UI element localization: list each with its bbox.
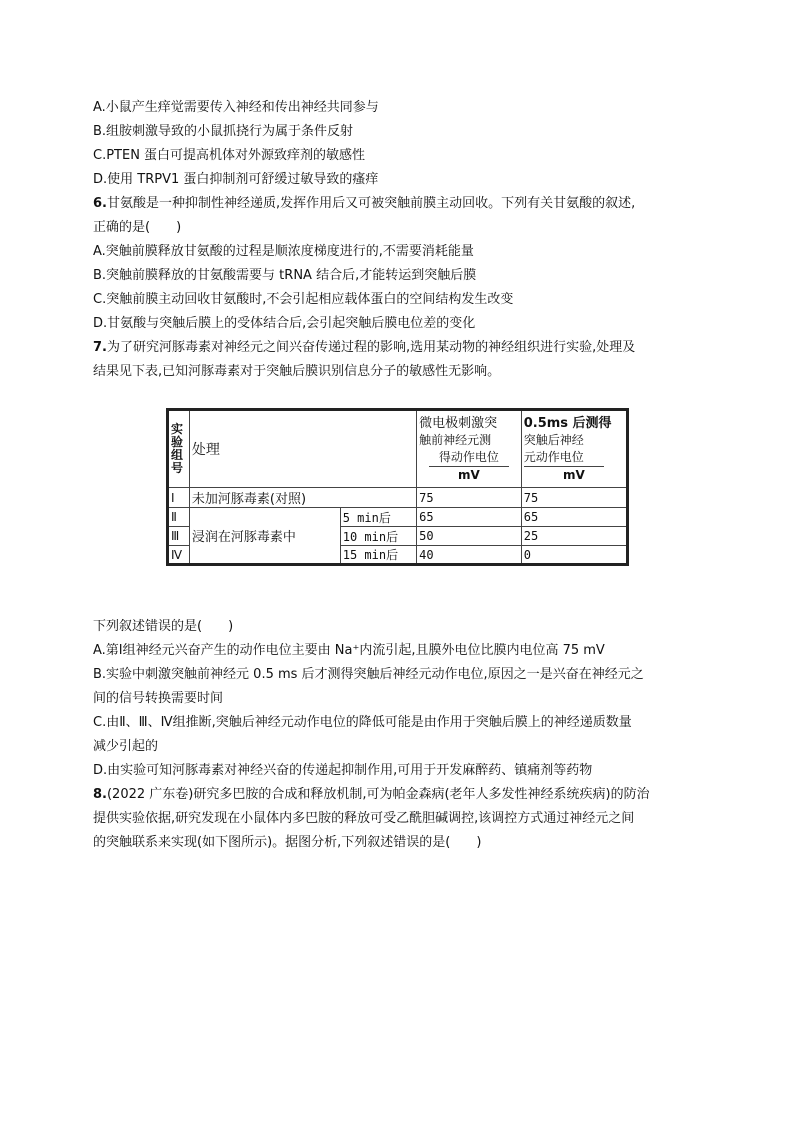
q6-stem-line2: 正确的是( ) [93,220,182,235]
q6-stem [93,195,635,213]
table-header-treatment: 处理 [189,410,416,488]
q8-stem-text: (2022 广东卷)研究多巴胺的合成和释放机制,可为帕金森病(老年人多发性神经系统疾病)的防治 [106,787,650,802]
row-post-value: 25 [521,527,627,546]
row-treatment: 浸润在河豚毒素中 [189,508,340,565]
q7-option-c: C.由Ⅱ、Ⅲ、Ⅳ组推断,突触后神经元动作电位的降低可能是由作用于突触后膜上的神经递质数量 [93,715,632,730]
row-group: Ⅱ [168,508,190,527]
q7-option-b-line2: 间的信号转换需要时间 [93,691,224,706]
row-time: 10 min后 [340,527,416,546]
table-row [168,488,628,508]
q7-number: 7. [93,340,107,355]
row-post-value: 0 [521,546,627,565]
row-post-value: 65 [521,508,627,527]
row-time: 15 min后 [340,546,416,565]
q6-option-d: D.甘氨酸与突触后膜上的受体结合后,会引起突触后膜电位差的变化 [93,316,476,331]
q6-option-b: B.突触前膜释放的甘氨酸需要与 tRNA 结合后,才能转运到突触后膜 [93,268,477,283]
q7-option-a: A.第Ⅰ组神经元兴奋产生的动作电位主要由 Na⁺内流引起,且膜外电位比膜内电位高 75 mV [93,643,605,658]
row-treatment: 未加河豚毒素(对照) [189,488,416,508]
table-header-group: 实验组号 [168,410,190,488]
row-post-value: 75 [521,488,627,508]
q6-option-c: C.突触前膜主动回收甘氨酸时,不会引起相应载体蛋白的空间结构发生改变 [93,292,514,307]
row-group: Ⅰ [168,488,190,508]
q8-number: 8. [93,787,107,802]
q7-option-d: D.由实验可知河豚毒素对神经兴奋的传递起抑制作用,可用于开发麻醉药、镇痛剂等药物 [93,763,593,778]
q8-stem [93,786,650,804]
q5-option-d: D.使用 TRPV1 蛋白抑制剂可舒缓过敏导致的瘙痒 [93,172,379,187]
q6-number: 6. [93,196,107,211]
row-pre-value: 75 [417,488,522,508]
row-group: Ⅳ [168,546,190,565]
q7-stem-text: 为了研究河豚毒素对神经元之间兴奋传递过程的影响,选用某动物的神经组织进行实验,处理及 [106,340,636,355]
row-pre-value: 50 [417,527,522,546]
table-row [168,508,628,527]
q6-option-a: A.突触前膜释放甘氨酸的过程是顺浓度梯度进行的,不需要消耗能量 [93,244,474,259]
row-time: 5 min后 [340,508,416,527]
q7-stem [93,339,635,357]
table-header-postsynaptic: 0.5ms 后测得 突触后神经 元动作电位 mV [521,410,627,488]
q7-question: 下列叙述错误的是( ) [93,619,234,634]
q5-option-c: C.PTEN 蛋白可提高机体对外源致痒剂的敏感性 [93,148,366,163]
q8-stem-line3: 的突触联系来实现(如下图所示)。据图分析,下列叙述错误的是( ) [93,835,482,850]
row-pre-value: 65 [417,508,522,527]
q7-option-c-line2: 减少引起的 [93,739,159,754]
q6-stem-text: 甘氨酸是一种抑制性神经递质,发挥作用后又可被突触前膜主动回收。下列有关甘氨酸的叙述, [106,196,636,211]
q8-stem-line2: 提供实验依据,研究发现在小鼠体内多巴胺的释放可受乙酰胆碱调控,该调控方式通过神经元之间 [93,811,635,826]
q7-stem-line2: 结果见下表,已知河豚毒素对于突触后膜识别信息分子的敏感性无影响。 [93,364,501,379]
experiment-table [166,408,629,566]
row-group: Ⅲ [168,527,190,546]
row-pre-value: 40 [417,546,522,565]
q5-option-a: A.小鼠产生痒觉需要传入神经和传出神经共同参与 [93,100,379,115]
q7-option-b: B.实验中刺激突触前神经元 0.5 ms 后才测得突触后神经元动作电位,原因之一是兴奋在神经元之 [93,667,644,682]
table-header-presynaptic: 微电极刺激突 触前神经元测 得动作电位 mV [417,410,522,488]
q5-option-b: B.组胺刺激导致的小鼠抓挠行为属于条件反射 [93,124,354,139]
